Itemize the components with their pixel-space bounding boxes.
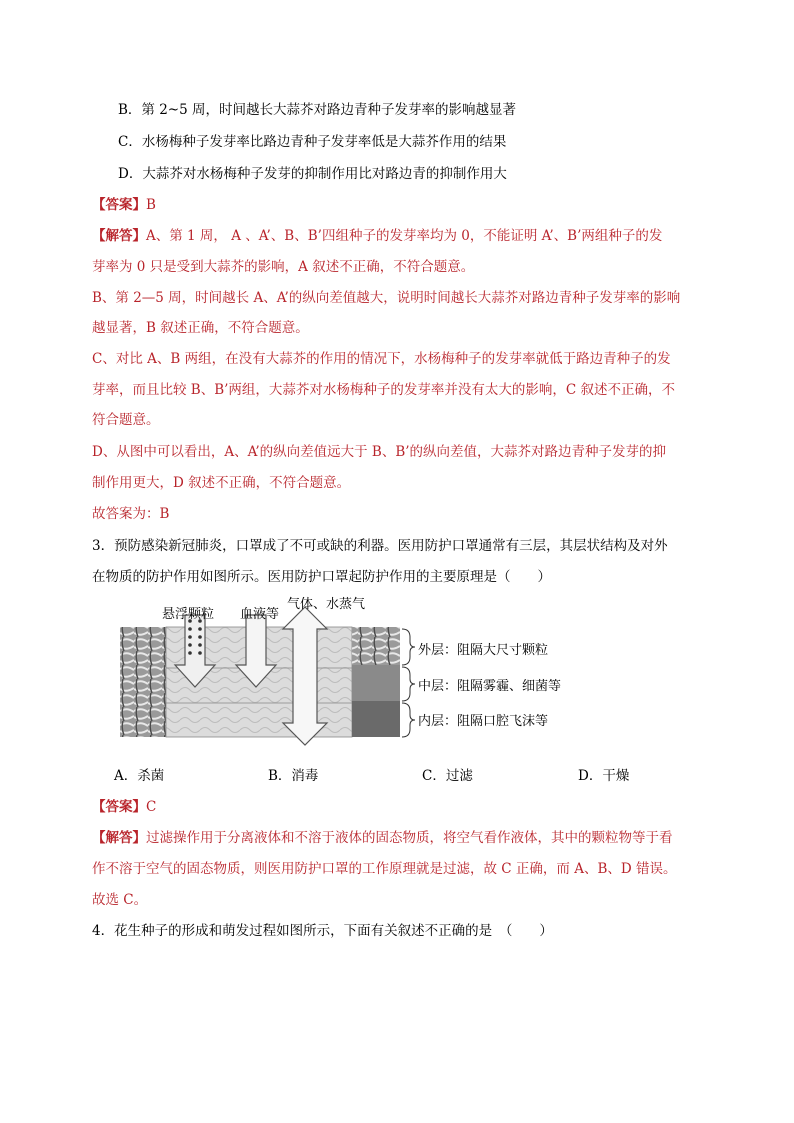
analysis-text: 过滤操作用于分离液体和不溶于液体的固态物质，将空气看作液体，其中的颗粒物等于看: [146, 830, 673, 846]
q3-analysis-line-2: 作不溶于空气的固态物质，则医用防护口罩的工作原理就是过滤，故 C 正确，而 A、B、D 错误。: [92, 861, 677, 877]
q3-option-c: C．过滤: [422, 768, 473, 784]
middle-layer-photo: [352, 665, 400, 701]
outer-layer-photo: [352, 627, 400, 665]
q2-analysis-line-10: 故答案为：B: [92, 506, 170, 522]
q3-option-d: D．干燥: [578, 768, 630, 784]
q2-analysis-line-5: C、对比 A、B 两组，在没有大蒜芥的作用的情况下，水杨梅种子的发芽率就低于路边青种子的发: [92, 351, 671, 367]
analysis-tag: 【解答】: [92, 228, 146, 244]
q3-analysis-line-3: 故选 C。: [92, 892, 148, 908]
label-gas-vapor: 气体、水蒸气: [287, 597, 366, 612]
q3-option-a: A．杀菌: [114, 768, 165, 784]
label-middle-layer: 中层：阻隔雾霾、细菌等: [418, 679, 562, 694]
label-outer-layer: 外层：阻隔大尺寸颗粒: [418, 643, 549, 658]
q2-analysis-line-4: 越显著，B 叙述正确，不符合题意。: [92, 320, 309, 336]
q2-option-c: C．水杨梅种子发芽率比路边青种子发芽率低是大蒜芥作用的结果: [118, 134, 507, 150]
q2-analysis-line-9: 制作用更大，D 叙述不正确，不符合题意。: [92, 475, 351, 491]
answer-tag: 【答案】: [92, 197, 146, 213]
q3-answer: [92, 797, 156, 817]
answer-tag: 【答案】: [92, 799, 146, 815]
q3-stem-line-2: 在物质的防护作用如图所示。医用防护口罩起防护作用的主要原理是（ ）: [92, 569, 551, 585]
q3-analysis-line-1: [92, 828, 673, 848]
q4-stem: 4．花生种子的形成和萌发过程如图所示，下面有关叙述不正确的是 （ ）: [92, 923, 553, 939]
mask-layer-figure: [120, 595, 590, 757]
answer-value: C: [146, 799, 157, 815]
q2-analysis-line-3: B、第 2—5 周，时间越长 A、A’的纵向差值越大，说明时间越长大蒜芥对路边青种子发芽率的影响: [92, 290, 681, 306]
inner-layer-photo: [352, 701, 400, 737]
q3-stem-line-1: 3．预防感染新冠肺炎，口罩成了不可或缺的利器。医用防护口罩通常有三层，其层状结构及对外: [92, 538, 668, 554]
label-blood: 血液等: [240, 607, 280, 622]
analysis-text: A、第 1 周， A 、A’、B、B’四组种子的发芽率均为 0，不能证明 A’、B’两组种子的发: [146, 228, 663, 244]
q2-option-d: D．大蒜芥对水杨梅种子发芽的抑制作用比对路边青的抑制作用大: [118, 166, 507, 182]
left-photo: [120, 627, 166, 737]
q2-analysis-line-7: 符合题意。: [92, 412, 160, 428]
analysis-tag: 【解答】: [92, 830, 146, 846]
q2-option-b: B．第 2~5 周，时间越长大蒜芥对路边青种子发芽率的影响越显著: [118, 102, 516, 118]
q2-analysis-line-8: D、从图中可以看出，A、A’的纵向差值远大于 B、B’的纵向差值，大蒜芥对路边青种子发芽的抑: [92, 444, 667, 460]
label-suspended-particles: 悬浮颗粒: [162, 607, 215, 622]
q2-answer: [92, 195, 156, 215]
q2-analysis-line-1: [92, 226, 662, 246]
q3-option-b: B．消毒: [268, 768, 319, 784]
q2-analysis-line-6: 芽率，而且比较 B、B’两组，大蒜芥对水杨梅种子的发芽率并没有太大的影响，C 叙述不正确，不: [92, 382, 676, 398]
answer-value: B: [146, 197, 156, 213]
q2-analysis-line-2: 芽率为 0 只是受到大蒜芥的影响，A 叙述不正确，不符合题意。: [92, 259, 475, 275]
label-inner-layer: 内层：阻隔口腔飞沫等: [418, 714, 549, 729]
